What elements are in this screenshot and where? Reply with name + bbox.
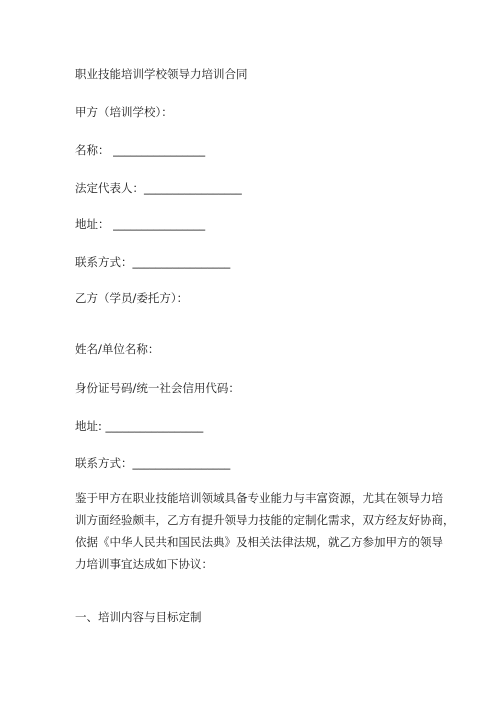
party-b-address-field: 地址: _________________ [75, 419, 204, 433]
section-1-heading: 一、培训内容与目标定制 [75, 610, 202, 624]
party-b-contact-field: 联系方式：_________________ [75, 456, 231, 470]
preamble-line: 力培训事宜达成如下协议： [75, 557, 213, 571]
party-a-heading: 甲方（培训学校）： [75, 105, 173, 119]
preamble-line: 依据《中华人民共和国民法典》及相关法律法规，就乙方参加甲方的领导 [75, 535, 443, 549]
document-title: 职业技能培训学校领导力培训合同 [75, 67, 248, 81]
party-a-name-field: 名称： ________________ [75, 143, 206, 157]
party-b-heading: 乙方（学员/委托方）： [75, 291, 189, 305]
preamble-line: 鉴于甲方在职业技能培训领域具备专业能力与丰富资源，尤其在领导力培 [75, 491, 443, 505]
preamble-line: 训方面经验颇丰，乙方有提升领导力技能的定制化需求，双方经友好协商， [75, 513, 455, 527]
party-b-id-field: 身份证号码/统一社会信用代码： [75, 381, 240, 395]
party-b-name-field: 姓名/单位名称： [75, 342, 160, 356]
party-a-address-field: 地址： ________________ [75, 217, 206, 231]
preamble-paragraph [75, 487, 455, 575]
party-a-legal-rep-field: 法定代表人：_________________ [75, 181, 242, 195]
party-a-contact-field: 联系方式：_________________ [75, 255, 231, 269]
